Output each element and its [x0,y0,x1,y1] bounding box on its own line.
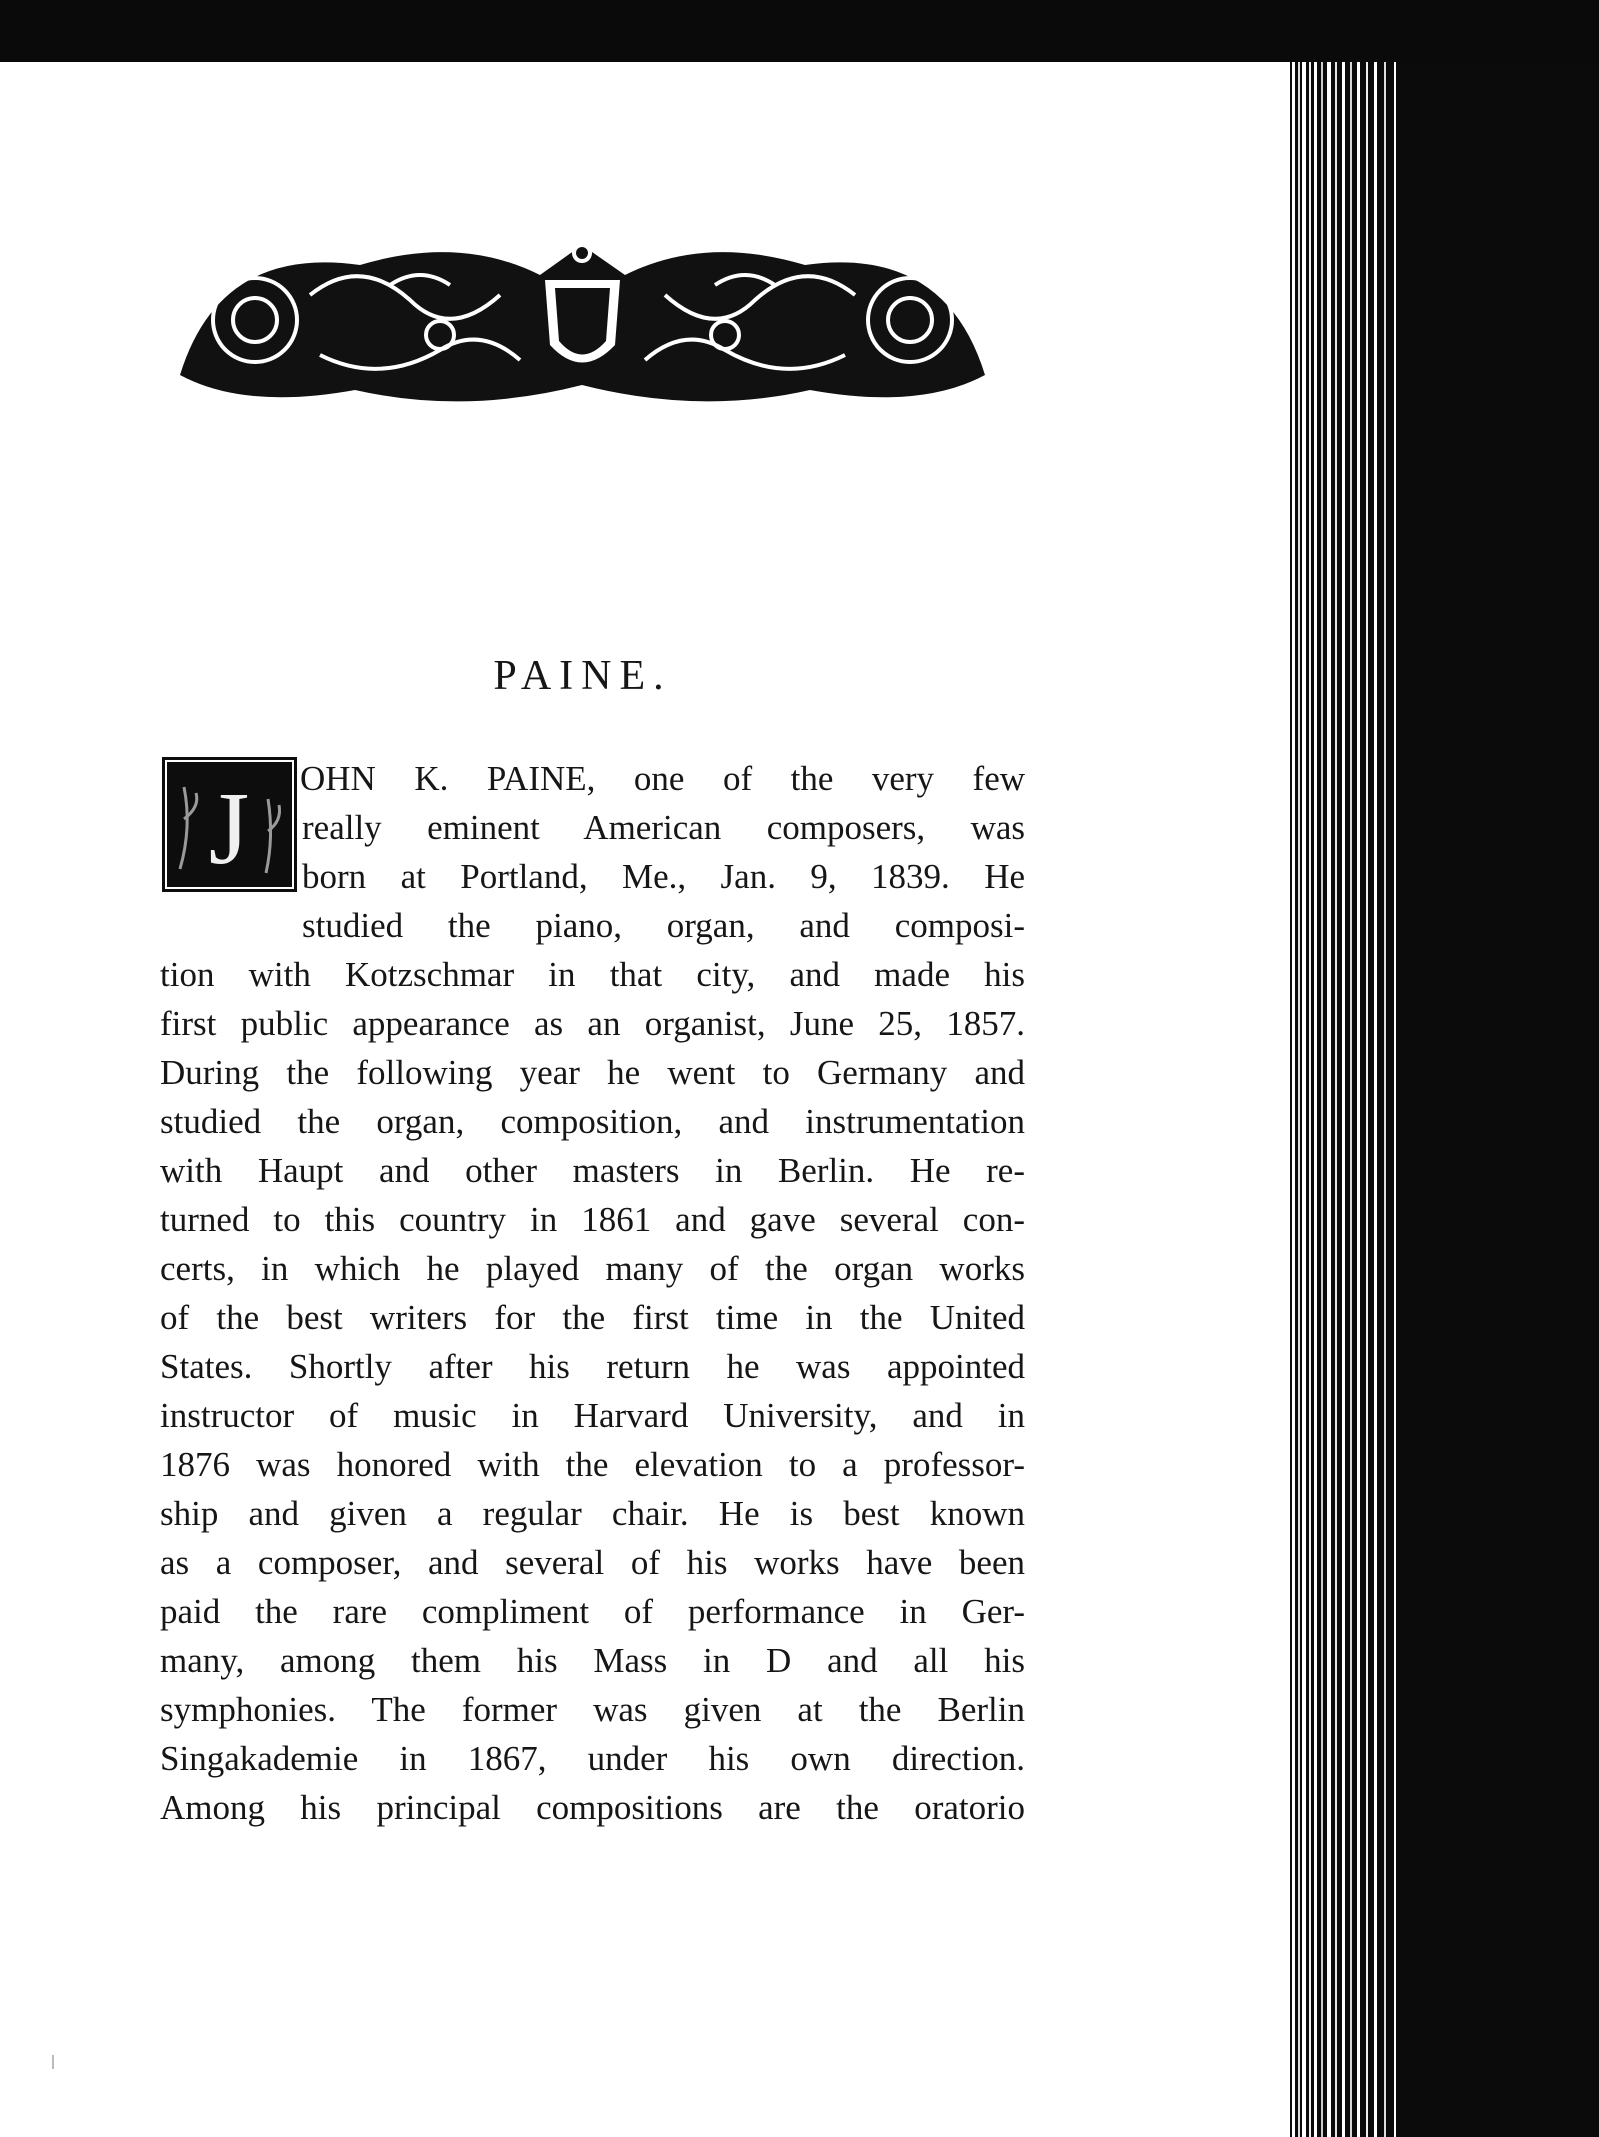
text-line: States. Shortly after his return he was appointed [160,1347,1025,1386]
book-page-edges [1290,62,1599,2137]
text-line: turned to this country in 1861 and gave several con- [160,1200,1025,1239]
body-text [160,754,1025,1832]
text-line: studied the piano, organ, and composi- [302,906,1025,945]
text-line: instructor of music in Harvard University, and in [160,1396,1025,1435]
text-line: first public appearance as an organist, June 25, 1857. [160,1004,1025,1043]
text-line: studied the organ, composition, and instrumentation [160,1102,1025,1141]
ornamental-headpiece [160,225,1005,415]
drop-cap-letter: J [208,771,250,886]
text-line: paid the rare compliment of performance in Ger- [160,1592,1025,1631]
text-line: During the following year he went to Germany and [160,1053,1025,1092]
text-line: born at Portland, Me., Jan. 9, 1839. He [302,857,1025,896]
text-line: OHN K. PAINE, one of the very few [300,759,1025,798]
text-line: with Haupt and other masters in Berlin. He re- [160,1151,1025,1190]
text-line: tion with Kotzschmar in that city, and made his [160,955,1025,994]
text-line: really eminent American composers, was [302,808,1025,847]
text-line: symphonies. The former was given at the Berlin [160,1690,1025,1729]
text-line: certs, in which he played many of the organ works [160,1249,1025,1288]
text-line: ship and given a regular chair. He is best known [160,1494,1025,1533]
text-line: Singakademie in 1867, under his own direction. [160,1739,1025,1778]
scan-top-border [0,0,1599,62]
text-line: 1876 was honored with the elevation to a professor- [160,1445,1025,1484]
text-line: Among his principal compositions are the oratorio [160,1788,1025,1827]
chapter-title: PAINE. [493,653,672,699]
text-line: many, among them his Mass in D and all his [160,1641,1025,1680]
text-line: as a composer, and several of his works have been [160,1543,1025,1582]
text-line: of the best writers for the first time in the United [160,1298,1025,1337]
scan-speck [52,2055,54,2069]
